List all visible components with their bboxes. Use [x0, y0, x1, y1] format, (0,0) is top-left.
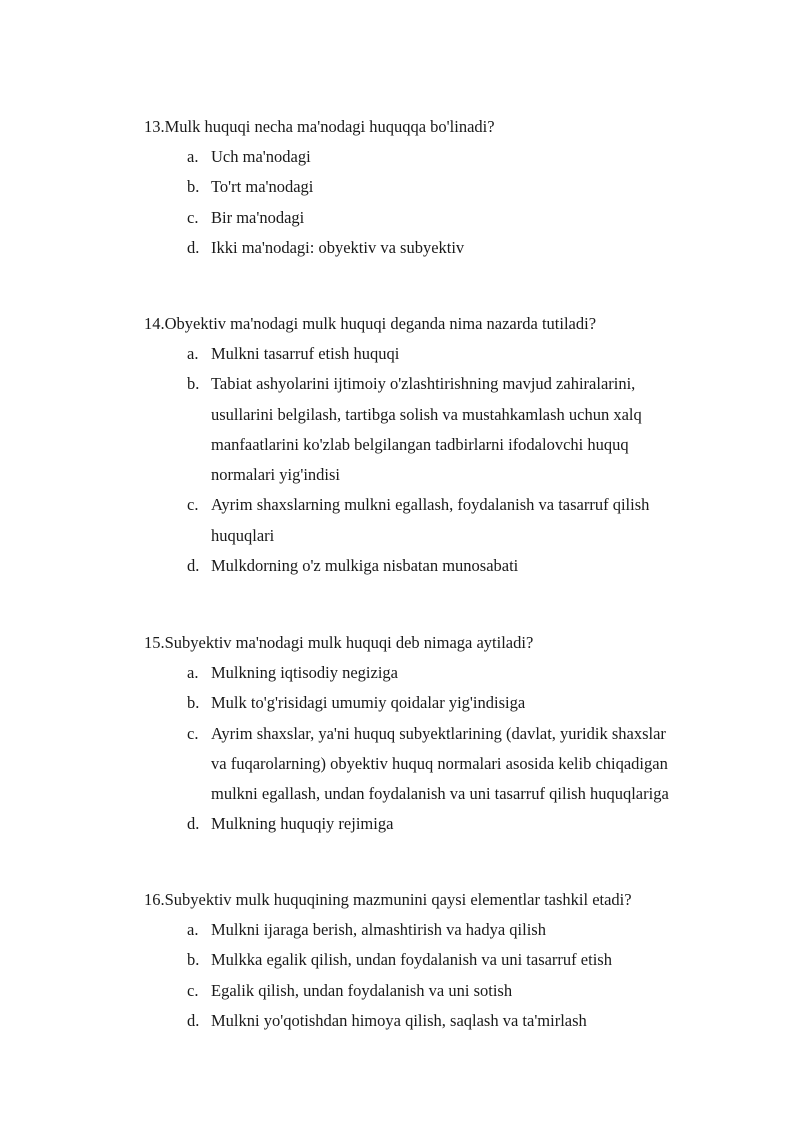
option-d [144, 1006, 744, 1036]
option-a [144, 915, 744, 945]
option-text-line: usullarini belgilash, tartibga solish va mustahkamlash uchun xalq [211, 404, 642, 424]
option-text: Mulkni yo'qotishdan himoya qilish, saqlash va ta'mirlash [211, 1010, 587, 1030]
option-b [144, 172, 744, 202]
answer-options [144, 339, 744, 581]
question-14 [144, 309, 744, 581]
option-a [144, 339, 744, 369]
option-letter: a. [187, 147, 199, 166]
option-text: Mulk to'g'risidagi umumiy qoidalar yig'indisiga [211, 693, 526, 713]
option-text: Mulkdorning o'z mulkiga nisbatan munosabati [211, 556, 519, 576]
option-letter: b. [187, 177, 200, 197]
option-text-line: mulkni egallash, undan foydalanish va uni tasarruf qilish huquqlariga [211, 784, 669, 804]
question-text: Subyektiv mulk huquqining mazmunini qaysi elementlar tashkil etadi? [164, 890, 632, 909]
question-text: Mulk huquqi necha ma'nodagi huquqqa bo'linadi? [164, 117, 495, 136]
option-b [144, 369, 744, 490]
option-text: Mulkning huquqiy rejimiga [211, 814, 394, 834]
option-text-line: huquqlari [211, 525, 275, 545]
option-b [144, 688, 744, 718]
option-text-line: normalari yig'indisi [211, 465, 340, 485]
option-d [144, 551, 744, 581]
option-text: To'rt ma'nodagi [211, 177, 314, 197]
option-c [144, 976, 744, 1006]
option-a [144, 658, 744, 688]
option-text: Mulkning iqtisodiy negiziga [211, 663, 398, 682]
option-letter: c. [187, 980, 199, 1000]
question-15 [144, 628, 744, 840]
option-letter: c. [187, 495, 199, 515]
question-16 [144, 885, 744, 1036]
question-number: 13. [144, 117, 165, 136]
question-title [144, 112, 744, 142]
question-text: Obyektiv ma'nodagi mulk huquqi deganda nima nazarda tutiladi? [164, 314, 597, 333]
option-a [144, 142, 744, 172]
question-title [144, 628, 744, 658]
option-letter: d. [187, 1010, 200, 1030]
option-c [144, 203, 744, 233]
option-letter: b. [187, 374, 200, 394]
question-title [144, 309, 744, 339]
option-text: Egalik qilish, undan foydalanish va uni sotish [211, 980, 513, 1000]
question-text: Subyektiv ma'nodagi mulk huquqi deb nimaga aytiladi? [164, 633, 534, 652]
option-letter: c. [187, 207, 199, 227]
question-number: 16. [144, 890, 165, 909]
option-letter: d. [187, 814, 200, 834]
option-letter: d. [187, 237, 200, 257]
question-number: 14. [144, 314, 165, 333]
answer-options [144, 658, 744, 840]
option-text: Uch ma'nodagi [211, 147, 311, 166]
option-text: Bir ma'nodagi [211, 207, 305, 227]
option-text: Ikki ma'nodagi: obyektiv va subyektiv [211, 237, 465, 257]
option-letter: a. [187, 920, 199, 939]
question-title [144, 885, 744, 915]
option-letter: b. [187, 950, 200, 970]
option-text-line: Ayrim shaxslarning mulkni egallash, foydalanish va tasarruf qilish [211, 495, 650, 515]
option-letter: b. [187, 693, 200, 713]
question-number: 15. [144, 633, 165, 652]
option-c [144, 490, 744, 551]
option-c [144, 719, 744, 810]
option-text: Mulkni tasarruf etish huquqi [211, 344, 400, 363]
option-text-line: manfaatlarini ko'zlab belgilangan tadbirlarni ifodalovchi huquq [211, 434, 629, 454]
option-text-line: va fuqarolarning) obyektiv huquq normalari asosida kelib chiqadigan [211, 753, 668, 773]
option-text: Mulkni ijaraga berish, almashtirish va hadya qilish [211, 920, 546, 939]
answer-options [144, 142, 744, 263]
option-d [144, 809, 744, 839]
option-d [144, 233, 744, 263]
option-letter: c. [187, 723, 199, 743]
question-13 [144, 112, 744, 263]
option-letter: a. [187, 344, 199, 363]
option-letter: a. [187, 663, 199, 682]
option-text-line: Tabiat ashyolarini ijtimoiy o'zlashtirishning mavjud zahiralarini, [211, 374, 636, 394]
option-b [144, 945, 744, 975]
option-text-line: Ayrim shaxslar, ya'ni huquq subyektlarining (davlat, yuridik shaxslar [211, 723, 666, 743]
option-letter: d. [187, 556, 200, 576]
answer-options [144, 915, 744, 1036]
option-text: Mulkka egalik qilish, undan foydalanish va uni tasarruf etish [211, 950, 612, 970]
